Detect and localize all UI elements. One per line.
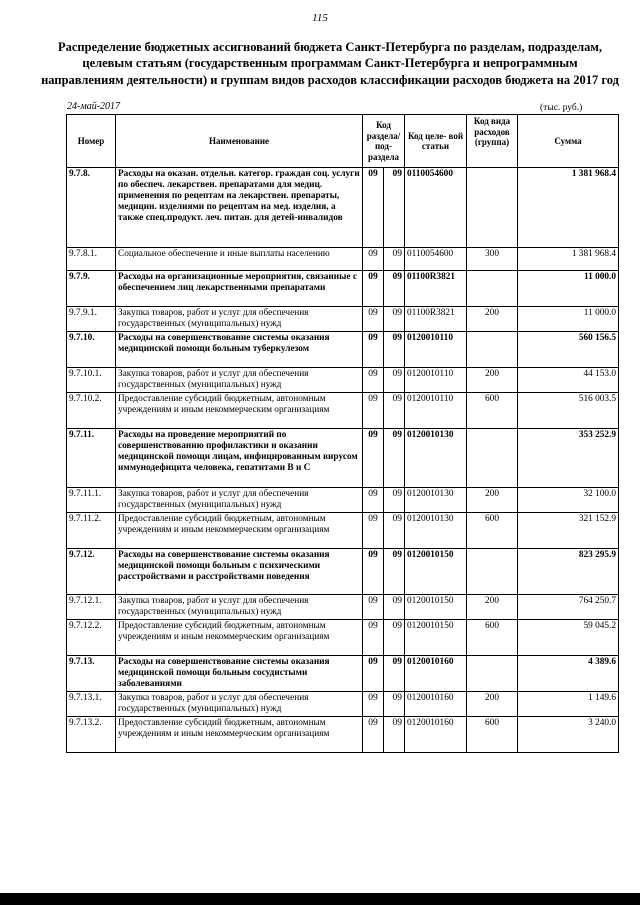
row-sum: 3 240.0: [518, 717, 619, 753]
row-sum: 1 149.6: [518, 692, 619, 717]
header-target: Код целе- вой статьи: [405, 115, 467, 168]
row-target: 0120010150: [405, 549, 467, 595]
table-row: [67, 549, 619, 595]
row-target: 0120010160: [405, 717, 467, 753]
table-row: [67, 429, 619, 488]
row-section: 09: [363, 656, 384, 692]
row-target: 0120010150: [405, 620, 467, 656]
row-section: 09: [363, 248, 384, 271]
row-type: [467, 271, 518, 307]
row-target: 0110054600: [405, 248, 467, 271]
row-subsection: 09: [384, 168, 405, 248]
table-row: [67, 488, 619, 513]
row-number: 9.7.12.2.: [67, 620, 116, 656]
row-section: 09: [363, 717, 384, 753]
row-name: Закупка товаров, работ и услуг для обеспечения государственных (муниципальных) нужд: [116, 307, 363, 332]
header-number: Номер: [67, 115, 116, 168]
row-type: 200: [467, 595, 518, 620]
row-section: 09: [363, 488, 384, 513]
row-sum: 4 389.6: [518, 656, 619, 692]
row-number: 9.7.11.: [67, 429, 116, 488]
header-name: Наименование: [116, 115, 363, 168]
row-target: 0120010110: [405, 332, 467, 368]
row-sum: 1 381 968.4: [518, 248, 619, 271]
row-target: 01100R3821: [405, 307, 467, 332]
row-name: Расходы на оказан. отдельн. категор. граждан соц. услуги по обеспеч. лекарствен. препаратами для медиц. применения по рецептам на лекарствен. препараты, медицин. изделиями по рецептам на мед. изделия, а также спец.продукт. леч. питан. для детей-инвалидов: [116, 168, 363, 248]
table-row: [67, 307, 619, 332]
row-type: [467, 168, 518, 248]
row-type: [467, 429, 518, 488]
row-sum: 32 100.0: [518, 488, 619, 513]
row-sum: 516 003.5: [518, 393, 619, 429]
row-target: 0120010150: [405, 595, 467, 620]
row-number: 9.7.10.1.: [67, 368, 116, 393]
row-type: [467, 656, 518, 692]
row-target: 0120010110: [405, 393, 467, 429]
table-row: [67, 168, 619, 248]
row-name: Закупка товаров, работ и услуг для обеспечения государственных (муниципальных) нужд: [116, 692, 363, 717]
budget-table: [66, 114, 619, 753]
row-name: Расходы на совершенствование системы оказания медицинской помощи больным туберкулезом: [116, 332, 363, 368]
row-type: 200: [467, 692, 518, 717]
row-target: 0120010160: [405, 656, 467, 692]
row-number: 9.7.10.2.: [67, 393, 116, 429]
table-row: [67, 248, 619, 271]
row-type: 200: [467, 488, 518, 513]
row-section: 09: [363, 513, 384, 549]
row-sum: 11 000.0: [518, 307, 619, 332]
row-section: 09: [363, 620, 384, 656]
row-subsection: 09: [384, 393, 405, 429]
row-subsection: 09: [384, 248, 405, 271]
row-sum: 59 045.2: [518, 620, 619, 656]
row-section: 09: [363, 168, 384, 248]
row-sum: 11 000.0: [518, 271, 619, 307]
row-subsection: 09: [384, 549, 405, 595]
row-sum: 764 250.7: [518, 595, 619, 620]
row-sum: 823 295.9: [518, 549, 619, 595]
row-name: Социальное обеспечение и иные выплаты населению: [116, 248, 363, 271]
row-sum: 44 153.0: [518, 368, 619, 393]
table-row: [67, 271, 619, 307]
row-type: [467, 549, 518, 595]
row-number: 9.7.10.: [67, 332, 116, 368]
row-name: Расходы на совершенствование системы оказания медицинской помощи больным сосудистыми заболеваниями: [116, 656, 363, 692]
row-name: Расходы на совершенствование системы оказания медицинской помощи больным с психическими расстройствами и расстройствами поведения: [116, 549, 363, 595]
header-sum: Сумма: [518, 115, 619, 168]
row-type: 300: [467, 248, 518, 271]
row-name: Закупка товаров, работ и услуг для обеспечения государственных (муниципальных) нужд: [116, 368, 363, 393]
row-name: Закупка товаров, работ и услуг для обеспечения государственных (муниципальных) нужд: [116, 595, 363, 620]
row-number: 9.7.8.1.: [67, 248, 116, 271]
row-section: 09: [363, 595, 384, 620]
row-subsection: 09: [384, 488, 405, 513]
row-sum: 560 156.5: [518, 332, 619, 368]
row-section: 09: [363, 332, 384, 368]
row-number: 9.7.11.1.: [67, 488, 116, 513]
row-target: 0110054600: [405, 168, 467, 248]
row-number: 9.7.9.: [67, 271, 116, 307]
row-target: 0120010160: [405, 692, 467, 717]
row-name: Расходы на проведение мероприятий по совершенствованию профилактики и оказании медицинской помощи лицам, инфицированным вирусом иммунодефицита человека, гепатитами В и С: [116, 429, 363, 488]
row-name: Закупка товаров, работ и услуг для обеспечения государственных (муниципальных) нужд: [116, 488, 363, 513]
table-row: [67, 595, 619, 620]
row-number: 9.7.11.2.: [67, 513, 116, 549]
row-number: 9.7.8.: [67, 168, 116, 248]
row-section: 09: [363, 393, 384, 429]
table-row: [67, 692, 619, 717]
table-row: [67, 717, 619, 753]
row-name: Предоставление субсидий бюджетным, автономным учреждениям и иным некоммерческим организациям: [116, 717, 363, 753]
row-type: 200: [467, 368, 518, 393]
row-type: 600: [467, 717, 518, 753]
row-section: 09: [363, 692, 384, 717]
row-type: [467, 332, 518, 368]
table-body: [67, 168, 619, 753]
row-subsection: 09: [384, 271, 405, 307]
table-row: [67, 368, 619, 393]
row-name: Расходы на организационные мероприятия, связанные с обеспечением лиц лекарственными препаратами: [116, 271, 363, 307]
row-section: 09: [363, 368, 384, 393]
row-name: Предоставление субсидий бюджетным, автономным учреждениям и иным некоммерческим организациям: [116, 620, 363, 656]
row-number: 9.7.12.1.: [67, 595, 116, 620]
row-subsection: 09: [384, 332, 405, 368]
row-type: 600: [467, 513, 518, 549]
scan-edge: [0, 893, 640, 905]
row-target: 0120010130: [405, 429, 467, 488]
row-subsection: 09: [384, 368, 405, 393]
row-target: 0120010110: [405, 368, 467, 393]
row-subsection: 09: [384, 307, 405, 332]
row-sum: 1 381 968.4: [518, 168, 619, 248]
row-subsection: 09: [384, 692, 405, 717]
row-target: 0120010130: [405, 488, 467, 513]
row-sum: 353 252.9: [518, 429, 619, 488]
row-number: 9.7.13.1.: [67, 692, 116, 717]
row-type: 200: [467, 307, 518, 332]
row-section: 09: [363, 429, 384, 488]
row-sum: 321 152.9: [518, 513, 619, 549]
table-row: [67, 332, 619, 368]
row-section: 09: [363, 307, 384, 332]
row-subsection: 09: [384, 595, 405, 620]
header-type: Код вида расходов (группа): [467, 115, 518, 168]
table-row: [67, 393, 619, 429]
row-number: 9.7.9.1.: [67, 307, 116, 332]
row-section: 09: [363, 549, 384, 595]
table-row: [67, 620, 619, 656]
row-section: 09: [363, 271, 384, 307]
row-number: 9.7.13.2.: [67, 717, 116, 753]
row-subsection: 09: [384, 429, 405, 488]
row-name: Предоставление субсидий бюджетным, автономным учреждениям и иным некоммерческим организациям: [116, 393, 363, 429]
table-row: [67, 513, 619, 549]
document-date: 24-май-2017: [67, 101, 121, 112]
row-target: 01100R3821: [405, 271, 467, 307]
page-number: 115: [312, 12, 328, 24]
row-type: 600: [467, 620, 518, 656]
row-target: 0120010130: [405, 513, 467, 549]
row-number: 9.7.13.: [67, 656, 116, 692]
row-type: 600: [467, 393, 518, 429]
row-name: Предоставление субсидий бюджетным, автономным учреждениям и иным некоммерческим организациям: [116, 513, 363, 549]
units-label: (тыс. руб.): [540, 103, 583, 113]
document-title: Распределение бюджетных ассигнований бюджета Санкт-Петербурга по разделам, подразделам, целевым статьям (государственным программам Санкт-Петербурга и непрограммным направлениям деятельности) и группам видов расходов классификации расходов бюджета на 2017 год: [41, 40, 619, 87]
row-subsection: 09: [384, 513, 405, 549]
table-row: [67, 656, 619, 692]
row-subsection: 09: [384, 656, 405, 692]
row-subsection: 09: [384, 620, 405, 656]
row-subsection: 09: [384, 717, 405, 753]
row-number: 9.7.12.: [67, 549, 116, 595]
header-section: Код раздела/ под- раздела: [363, 115, 405, 168]
